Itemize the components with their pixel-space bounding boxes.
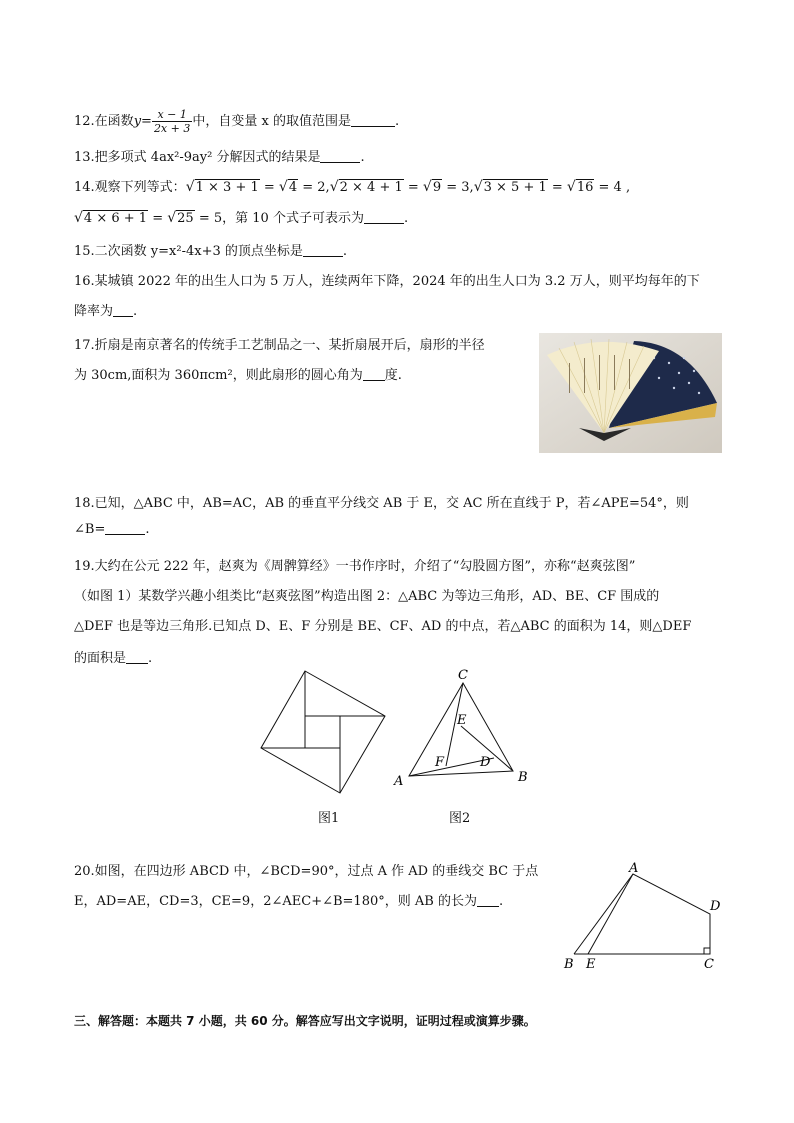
q17-line1: 17.折扇是南京著名的传统手工艺制品之一、某折扇展开后，扇形的半径: [74, 338, 485, 353]
q14-prefix: 14.观察下列等式：: [74, 180, 186, 195]
q20-label-c: C: [704, 957, 714, 972]
q14-eq1-radicand2: 4: [288, 180, 298, 195]
q14-eq2-radicand: 2 × 4 + 1: [339, 180, 403, 195]
q12-y-eq: y=: [133, 114, 152, 129]
q20-line2: E，AD=AE，CD=3，CE=9，2∠AEC+∠B=180°，则 AB 的长为: [74, 894, 477, 909]
question-14-line2: √4 × 6 + 1 = √25 = 5，第 10 个式子可表示为 .: [74, 210, 409, 226]
q15-answer-blank: [303, 244, 343, 257]
q14-eq1-value: = 2,: [298, 180, 330, 195]
question-16-line1: [74, 270, 700, 289]
q12-answer-blank: [351, 114, 395, 127]
q14-answer-blank: [364, 211, 404, 224]
q14-eq3-radicand: 3 × 5 + 1: [483, 180, 547, 195]
q16-end: .: [133, 304, 138, 319]
figure-1-zhao-shuang-diagram: [258, 668, 390, 794]
question-17-line2: [74, 364, 402, 383]
question-20-line2: [74, 890, 503, 909]
q14-eq4-radicand2: 25: [177, 211, 194, 226]
question-19-line3: [74, 615, 691, 634]
q13-end: .: [360, 150, 365, 165]
q16-line1: 16.某城镇 2022 年的出生人口为 5 万人，连续两年下降，2024 年的出生人口为 3.2 万人，则平均每年的下: [74, 274, 700, 289]
figure-2-caption: 图2: [449, 811, 471, 826]
q19-line1: 19.大约在公元 222 年，赵爽为《周髀算经》一书作序时，介绍了“勾股圆方图”，亦称“赵爽弦图”: [74, 559, 636, 574]
q19-line4: 的面积是: [74, 651, 127, 666]
question-12: [74, 108, 399, 135]
fig2-label-e: E: [457, 713, 467, 728]
q18-answer-blank: [105, 522, 145, 535]
q14-eq4-value: = 5: [194, 211, 223, 226]
q20-label-e: E: [586, 957, 596, 972]
q14-suffix: ，第 10 个式子可表示为: [222, 211, 364, 226]
q12-suffix: 中，自变量 x 的取值范围是: [192, 114, 351, 129]
q14-eq1-radicand: 1 × 3 + 1: [195, 180, 259, 195]
q18-line1: 18.已知，△ABC 中，AB=AC，AB 的垂直平分线交 AB 于 E，交 AC 所在直线于 P，若∠APE=54°，则: [74, 496, 689, 511]
fig2-label-f: F: [435, 755, 445, 770]
q20-label-d: D: [710, 899, 721, 914]
figure-1-caption: 图1: [318, 811, 340, 826]
figure-2-triangle-diagram: [390, 666, 535, 792]
question-16-line2: [74, 300, 137, 319]
q14-eq2-radicand2: 9: [432, 180, 442, 195]
q16-line2: 降率为: [74, 304, 114, 319]
q14-eq3-radicand2: 16: [576, 180, 594, 195]
question-15: [74, 240, 347, 259]
fig2-label-a: A: [394, 774, 404, 789]
q19-answer-blank: [126, 651, 148, 664]
q18-line2: ∠B=: [74, 522, 106, 537]
q20-line1: 20.如图，在四边形 ABCD 中，∠BCD=90°，过点 A 作 AD 的垂线交 BC 于点: [74, 864, 539, 879]
folding-fan-photo: [539, 333, 722, 453]
q17-end: 度.: [384, 368, 402, 383]
q20-label-b: B: [564, 957, 574, 972]
q16-answer-blank: [113, 304, 133, 317]
question-17-line1: [74, 334, 485, 353]
q14-end: .: [403, 211, 409, 226]
q19-line2: （如图 1）某数学兴趣小组类比“赵爽弦图”构造出图 2：△ABC 为等边三角形，AD、BE、CF 围成的: [74, 589, 660, 604]
q19-line3: △DEF 也是等边三角形.已知点 D、E、F 分别是 BE、CF、AD 的中点，若△ABC 的面积为 14，则△DEF: [74, 619, 692, 634]
q17-line2: 为 30cm,面积为 360πcm²，则此扇形的圆心角为: [74, 368, 363, 383]
q17-answer-blank: [363, 368, 385, 381]
q12-fraction: [152, 108, 192, 135]
q12-end: .: [394, 114, 400, 129]
q14-eq3-value: = 4 ,: [594, 180, 631, 195]
question-19-line1: [74, 555, 635, 574]
section-3-text: 三、解答题：本题共 7 小题，共 60 分。解答应写出文字说明，证明过程或演算步骤。: [74, 1014, 536, 1028]
question-18-line2: [74, 522, 149, 537]
q20-end: .: [498, 894, 504, 909]
q14-eq2-value: = 3,: [442, 180, 474, 195]
q18-end: .: [145, 522, 150, 537]
q15-end: .: [342, 244, 348, 259]
q20-label-a: A: [629, 861, 639, 876]
q15-text: 15.二次函数 y=x²-4x+3 的顶点坐标是: [74, 244, 303, 259]
fig2-label-d: D: [480, 755, 491, 770]
fig2-label-c: C: [458, 668, 468, 683]
q12-numerator: x − 1: [152, 108, 192, 122]
q12-prefix: 12.在函数: [74, 114, 134, 129]
q20-answer-blank: [477, 894, 499, 907]
question-19-line4: [74, 647, 152, 666]
q13-answer-blank: [320, 150, 360, 163]
question-13: [74, 146, 365, 165]
question-18-line1: [74, 492, 689, 511]
q13-text: 13.把多项式 4ax²-9ay² 分解因式的结果是: [74, 150, 321, 165]
question-19-line2: [74, 585, 659, 604]
question-20-line1: [74, 860, 538, 879]
q19-end: .: [148, 651, 153, 666]
figure-q20-quadrilateral: [558, 858, 728, 974]
q12-denominator: 2x + 3: [153, 122, 191, 135]
question-14-line1: 14.观察下列等式：√1 × 3 + 1 = √4 = 2,√2 × 4 + 1 = √9 = 3,√3 × 5 + 1 = √16 = 4 ,: [74, 179, 631, 195]
q14-eq4-radicand: 4 × 6 + 1: [83, 211, 148, 226]
fig2-label-b: B: [518, 770, 528, 785]
section-3-heading: [74, 1012, 536, 1029]
q14-eq1-equals: =: [259, 180, 279, 195]
